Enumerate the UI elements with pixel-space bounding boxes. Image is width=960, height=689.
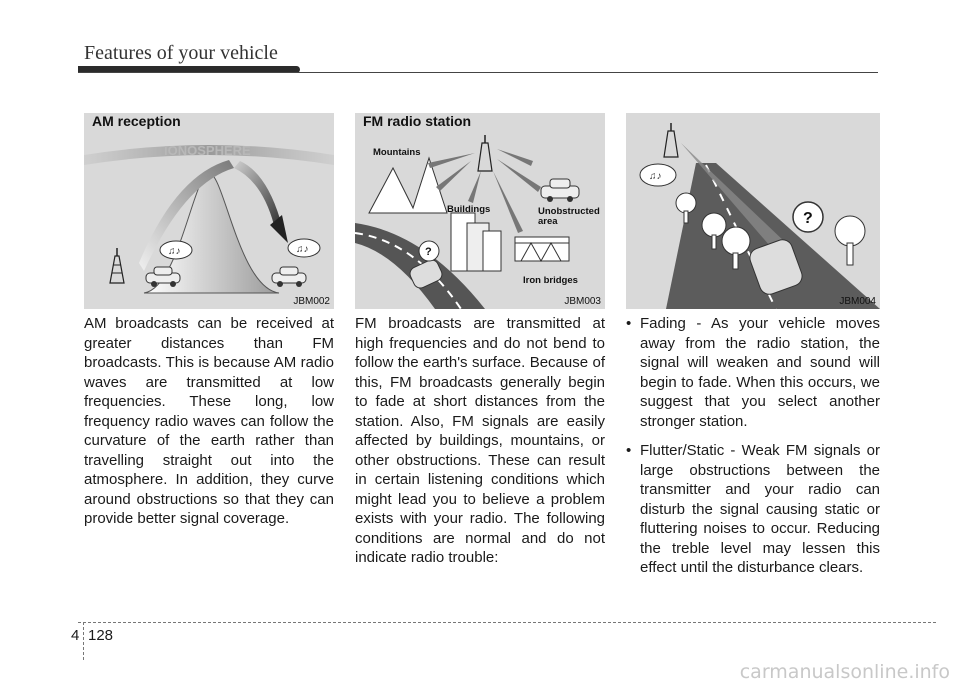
svg-text:♫♪: ♫♪ [649,171,662,182]
figure-code: JBM002 [293,296,330,307]
car-icon [541,179,579,202]
svg-text:♫♪: ♫♪ [168,246,181,257]
svg-text:♫♪: ♫♪ [296,244,309,255]
page-number: 128 [88,627,114,644]
music-bubble-icon [640,164,676,186]
footer-rule [78,622,936,623]
mountains-label: Mountains [373,147,421,158]
list-item [626,441,880,578]
bullet-marker: • [626,442,632,459]
transmitter-tower-icon [478,135,492,171]
unobstructed-label-2: area [538,216,558,227]
svg-text:?: ? [425,246,432,258]
iron-bridges-label: Iron bridges [523,275,578,286]
ionosphere-label: IONOSPHERE [164,143,251,158]
buildings-label: Buildings [447,204,491,215]
svg-text:?: ? [803,210,813,227]
header-rule [78,72,878,73]
bridge-icon [515,237,569,261]
music-bubble-icon [288,239,320,257]
figure-title: FM radio station [363,113,472,129]
figure-fm-radio-station [355,113,605,309]
music-bubble-icon [160,241,192,259]
bullet-text: Fading - As your vehicle moves away from the radio station, the signal will weaken and sound will begin to fade. When this occurs, we suggest that you select another stronger station. [640,315,880,430]
footer-divider [83,622,84,660]
figure-fading [626,113,880,309]
question-bubble-icon [419,241,439,261]
question-bubble-icon [793,202,823,232]
mountain-shape [369,158,447,213]
building-icon [451,213,501,271]
figure-code: JBM003 [564,296,601,307]
figure-title: AM reception [92,113,181,129]
list-item [626,314,880,431]
am-description: AM broadcasts can be received at greater distances than FM broadcasts. This is because AM radio waves are transmitted at low frequencies. These long, low frequency radio waves can follow the curvature of the earth rather than travelling straight out into the atmosphere. In addition, they curve around obstructions so that they can provide better signal coverage. [84,315,334,527]
bullet-text: Flutter/Static - Weak FM signals or large obstructions between the transmitter and your radio can disturb the signal causing static or fluttering noises to occur. Reducing the treble level may lessen this effect until the disturbance clears. [640,442,880,576]
figure-code: JBM004 [839,296,876,307]
transmitter-tower-icon [110,248,124,283]
fm-description: FM broadcasts are transmitted at high frequencies and do not bend to follow the earth's surface. Because of this, FM broadcasts generally begin to fade at short distances from the station. Also, FM signals are easily affected by buildings, mountains, or other obstructions. These can result in certain listening conditions which might lead you to believe a problem exists with your radio. The following conditions are normal and do not indicate radio trouble: [355,315,605,566]
transmitter-tower-icon [664,123,678,157]
fm-conditions-list [626,314,880,588]
figure-am-reception [84,113,334,309]
watermark: carmanualsonline.info [739,661,950,683]
car-icon [272,267,306,287]
section-title: Features of your vehicle [84,42,278,64]
chapter-number: 4 [71,627,80,644]
unobstructed-label: Unobstructed [538,206,600,217]
bullet-marker: • [626,315,632,332]
am-wave-down [234,161,280,225]
